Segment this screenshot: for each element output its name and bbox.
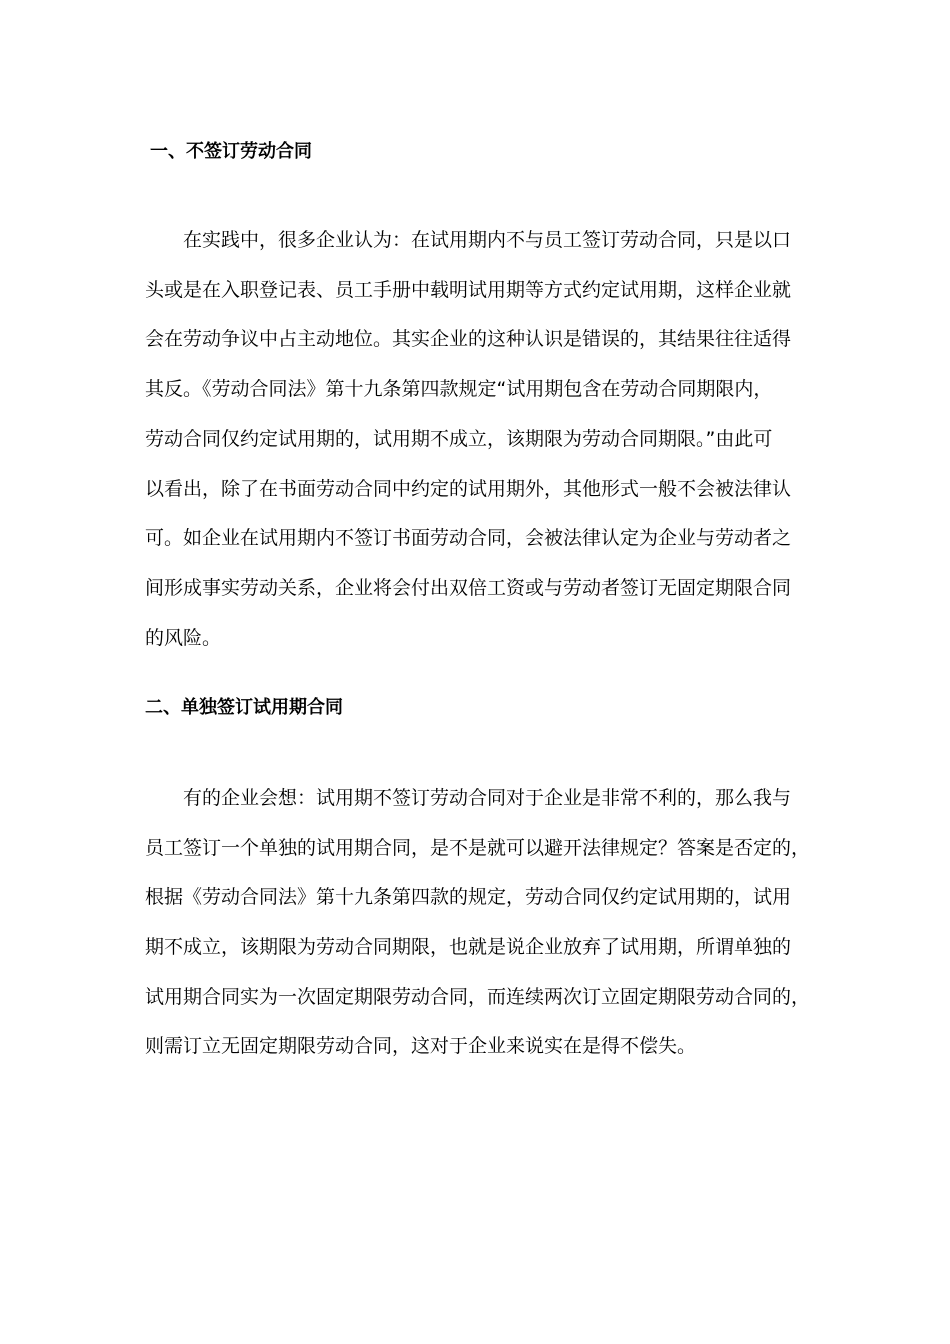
section-1-line-9: 的风险。 [145, 627, 222, 649]
section-2-heading: 二、单独签订试用期合同 [145, 697, 343, 718]
section-1-line-8: 间形成事实劳动关系，企业将会付出双倍工资或与劳动者签订无固定期限合同 [145, 577, 792, 599]
section-1-line-4: 其反。《劳动合同法》第十九条第四款规定“试用期包含在劳动合同期限内， [145, 378, 773, 400]
section-2-line-2: 员工签订一个单独的试用期合同，是不是就可以避开法律规定？答案是否定的， [145, 837, 811, 859]
section-2-line-4: 期不成立，该期限为劳动合同期限，也就是说企业放弃了试用期，所谓单独的 [145, 936, 792, 958]
section-1-line-6: 以看出，除了在书面劳动合同中约定的试用期外，其他形式一般不会被法律认 [145, 478, 792, 500]
section-1-line-5: 劳动合同仅约定试用期的，试用期不成立，该期限为劳动合同期限。”由此可 [145, 428, 773, 450]
section-2-line-1: 有的企业会想：试用期不签订劳动合同对于企业是非常不利的，那么我与 [145, 787, 792, 809]
section-2-line-6: 则需订立无固定期限劳动合同，这对于企业来说实在是得不偿失。 [145, 1035, 697, 1057]
section-1-heading: 一、不签订劳动合同 [150, 141, 312, 162]
section-1-line-1: 在实践中，很多企业认为：在试用期内不与员工签订劳动合同，只是以口 [145, 229, 792, 251]
section-2-line-5: 试用期合同实为一次固定期限劳动合同，而连续两次订立固定期限劳动合同的， [145, 986, 811, 1008]
section-1-line-7: 可。如企业在试用期内不签订书面劳动合同，会被法律认定为企业与劳动者之 [145, 527, 792, 549]
section-1-line-3: 会在劳动争议中占主动地位。其实企业的这种认识是错误的，其结果往往适得 [145, 328, 792, 350]
section-1-line-2: 头或是在入职登记表、员工手册中载明试用期等方式约定试用期，这样企业就 [145, 279, 792, 301]
section-2-line-3: 根据《劳动合同法》第十九条第四款的规定，劳动合同仅约定试用期的，试用 [145, 886, 792, 908]
